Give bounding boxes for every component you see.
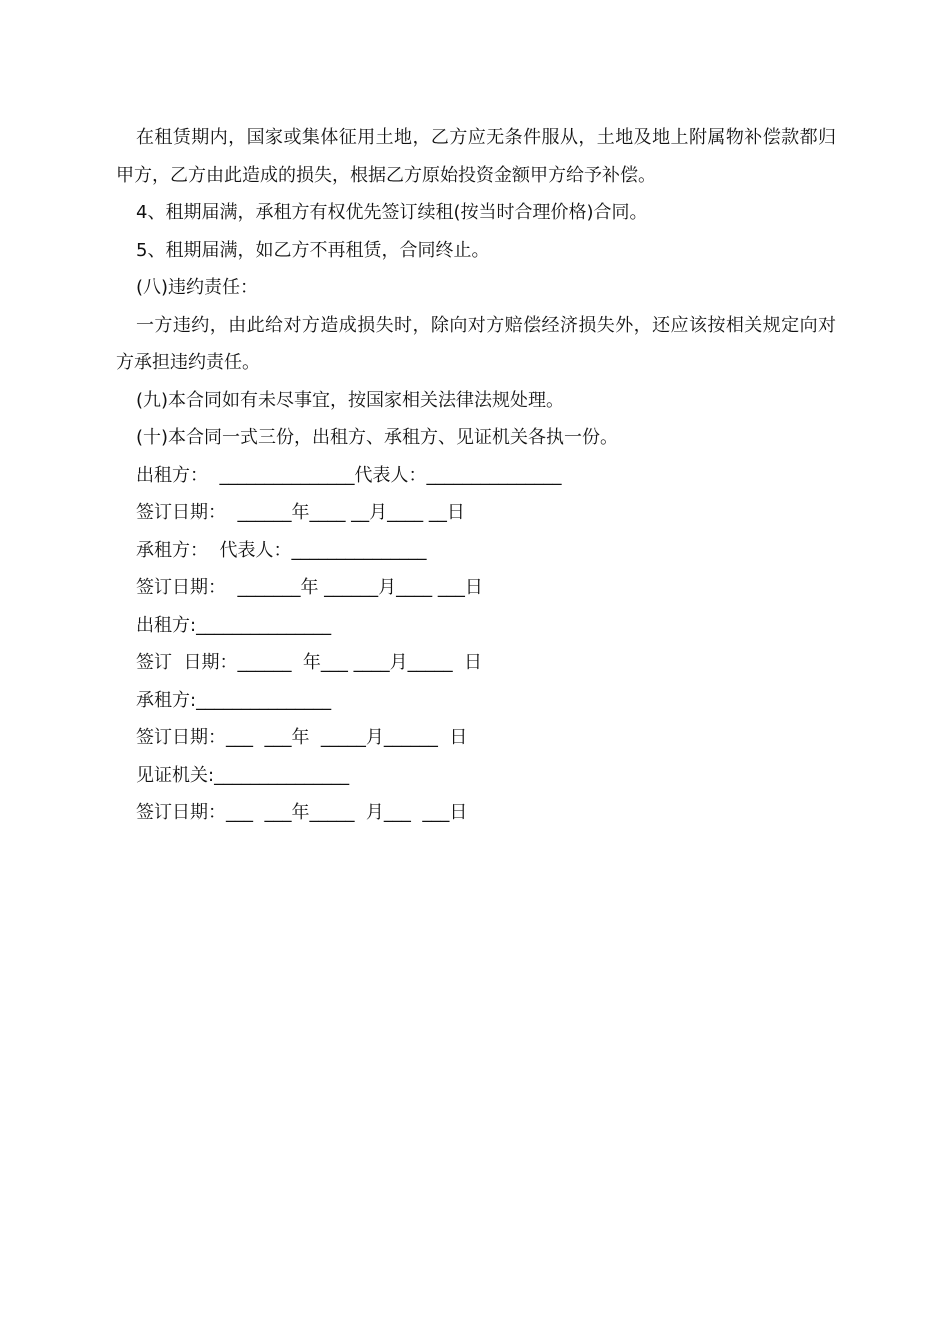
signing-date-line: 签订日期： _______年 ______月____ ___日 [136,577,483,598]
signing-date-line: 签订 日期：______ 年___ ____月_____ 日 [136,652,483,673]
section-heading-breach: (八)违约责任： [136,277,259,298]
paragraph-unresolved-matters: (九)本合同如有未尽事宜，按国家相关法律法规处理。 [136,389,565,411]
signing-date-line: 签订日期：___ ___年_____ 月___ ___日 [136,802,468,823]
signature-block [116,457,836,832]
signature-lessor-line: 出租方:_______________ [136,614,332,636]
paragraph-copies: (十)本合同一式三份，出租方、承租方、见证机关各执一份。 [136,427,619,448]
document-body [116,119,836,832]
signing-date-line: 签订日期：___ ___年 _____月______ 日 [136,727,468,748]
signature-lessee-line: 承租方:_______________ [136,689,332,711]
signing-date-line: 签订日期： ______年____ __月____ __日 [136,502,465,523]
paragraph-breach-liability: 一方违约，由此给对方造成损失时，除向对方赔偿经济损失外，还应该按相关规定向对方承担违约责任。 [116,314,836,373]
paragraph-lease-termination: 5、租期届满，如乙方不再租赁，合同终止。 [136,239,490,261]
signature-witness-line: 见证机关:_______________ [136,764,350,786]
signature-lessee-line: 承租方： 代表人：_______________ [136,539,427,561]
paragraph-land-requisition: 在租赁期内，国家或集体征用土地，乙方应无条件服从，土地及地上附属物补偿款都归甲方，乙方由此造成的损失，根据乙方原始投资金额甲方给予补偿。 [116,127,836,186]
paragraph-lease-renewal: 4、租期届满，承租方有权优先签订续租(按当时合理价格)合同。 [136,202,648,223]
signature-lessor-line: 出租方： _______________代表人：_______________ [136,464,562,486]
